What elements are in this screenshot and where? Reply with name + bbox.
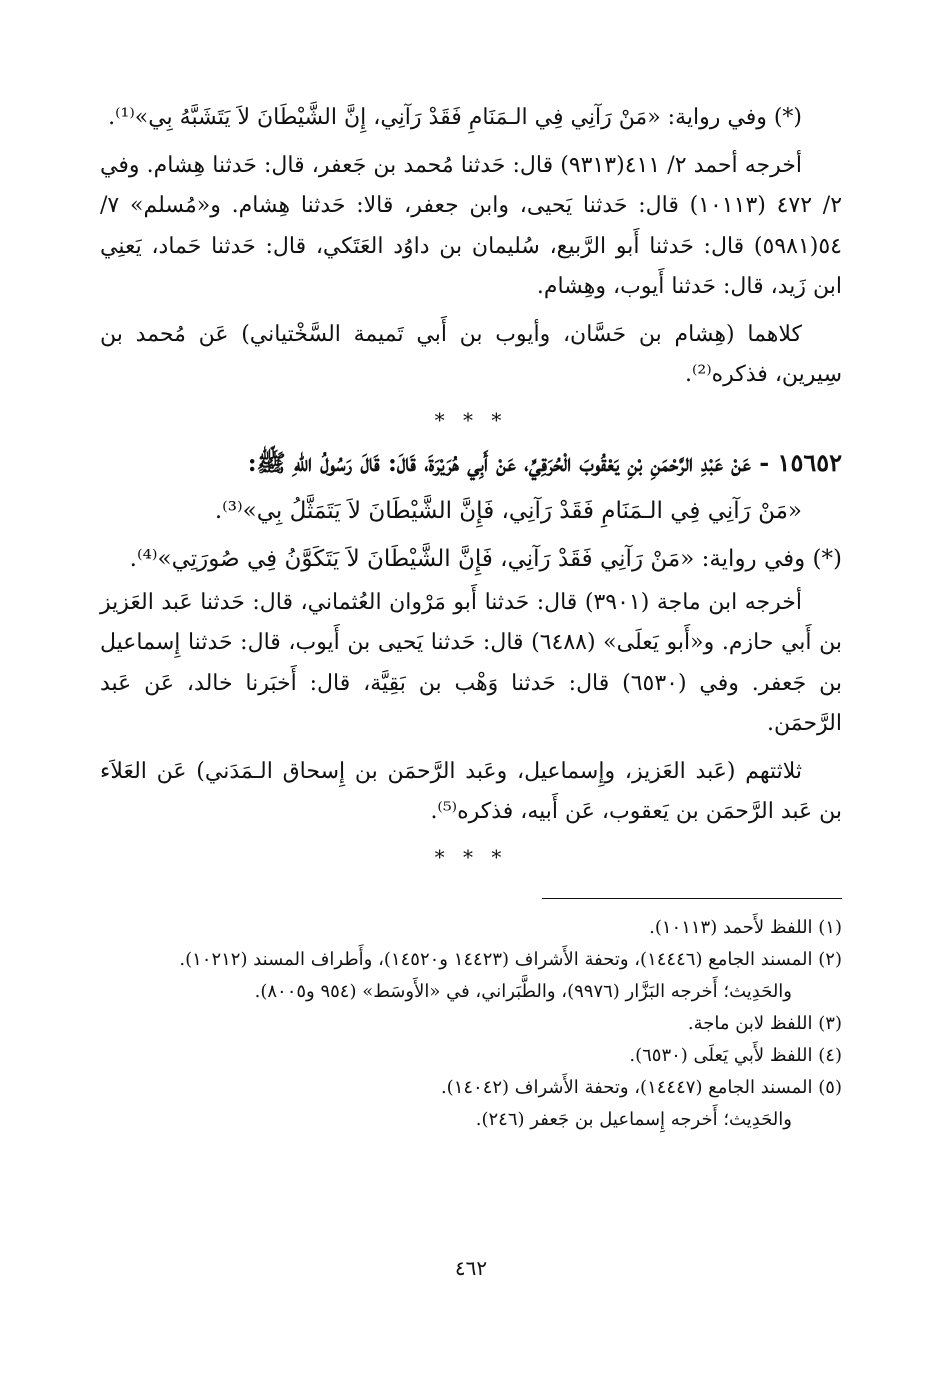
takhrij-paragraph-1: أخرجه أحمد ٢/ ٤١١(٩٣١٣) قال: حَدثنا مُحمد بن جَعفر، قال: حَدثنا هِشام. وفي ٢/ ٤٧٢ (١٠١١٣) قال: حَدثنا يَحيى، وابن جعفر، قالا: حَدثنا هِشام. و«مُسلم» ٧/ ٥٤(٥٩٨١) قال: حَدثنا أَبو الرَّبيع، سُليمان بن داوُد العَتَكي، قال: حَدثنا حَماد، يَعنِي ابن زَيد، قال: حَدثنا أَيوب، وهِشام. [100, 152, 843, 299]
footnote-5-continued: والحَدِيث؛ أَخرجه إِسماعيل بن جَعفر (٢٤٦). [475, 1108, 792, 1130]
hadith-heading-15652: ١٥٦٥٢ - عَنْ عَبْدِ الرَّحْمَنِ بْنِ يَعْقُوبَ الْحُرَقِيِّ، عَنْ أَبِي هُرَيْرَةَ، قَالَ: قَالَ رَسُولُ اللهِ ﷺ: [247, 447, 842, 477]
page-body [100, 98, 842, 1137]
section-separator: * * * [434, 844, 508, 869]
isnad-summary-2: ثلاثتهم (عَبد العَزيز، وإِسماعيل، وعَبد الرَّحمَن بن إِسحاق الـمَدَني) عَن العَلاَء بن عَبد الرَّحمَن بن يَعقوب، عَن أَبيه، فذكره⁽⁵⁾. [100, 758, 842, 824]
section-separator: * * * [434, 407, 508, 432]
takhrij-paragraph-2: أخرجه ابن ماجة (٣٩٠١) قال: حَدثنا أَبو مَرْوان العُثماني، قال: حَدثنا عَبد العَزيز بن أَبي حازم. و«أَبو يَعلَى» (٦٤٨٨) قال: حَدثنا يَحيى بن أَيوب، قال: حَدثنا إِسماعيل بن جَعفر. وفي (٦٥٣٠) قال: حَدثنا وَهْب بن بَقِيَّة، قال: أَخبَرنا خالد، عَن عَبد الرَّحمَن. [100, 589, 842, 736]
footnote-5: (٥) المسند الجامع (١٤٤٤٧)، وتحفة الأَشراف (١٤٠٤٢). [440, 1076, 842, 1098]
isnad-summary-1: كلاهما (هِشام بن حَسَّان، وأيوب بن أَبي تَميمة السَّخْتياني) عَن مُحمد بن سِيرين، فذكره⁽²⁾. [100, 321, 842, 387]
footnote-3: (٣) اللفظ لابن ماجة. [687, 1012, 842, 1034]
page-number: ٤٦٢ [454, 1256, 488, 1280]
footnote-2-continued: والحَدِيث؛ أَخرجه البَزَّار (٩٩٧٦)، والطَّبَراني، في «الأَوسَط» (٩٥٤ و٨٠٠٥). [254, 980, 792, 1002]
footnote-divider [542, 898, 842, 899]
narration-variant-1: (*) وفي رواية: «مَنْ رَآنِي فِي الـمَنَامِ فَقَدْ رَآنِي، إِنَّ الشَّيْطَانَ لاَ يَتَشَبَّهُ بِي»⁽¹⁾. [108, 105, 802, 130]
footnote-1: (١) اللفظ لأَحمد (١٠١١٣). [649, 916, 842, 938]
narration-variant-2: (*) وفي رواية: «مَنْ رَآنِي فَقَدْ رَآنِي، فَإِنَّ الشَّيْطَانَ لاَ يَتَكَوَّنُ فِي صُورَتِي»⁽⁴⁾. [129, 545, 842, 572]
footnote-2: (٢) المسند الجامع (١٤٤٤٦)، وتحفة الأَشراف (١٤٤٢٣ و١٤٥٢٠)، وأَطراف المسند (١٠٢١٢). [179, 948, 842, 970]
footnote-4: (٤) اللفظ لأَبي يَعلَى (٦٥٣٠). [629, 1044, 842, 1066]
hadith-text: «مَنْ رَآنِي فِي الـمَنَامِ فَقَدْ رَآنِي، فَإِنَّ الشَّيْطَانَ لاَ يَتَمَثَّلُ بِي»⁽³⁾. [214, 497, 802, 524]
